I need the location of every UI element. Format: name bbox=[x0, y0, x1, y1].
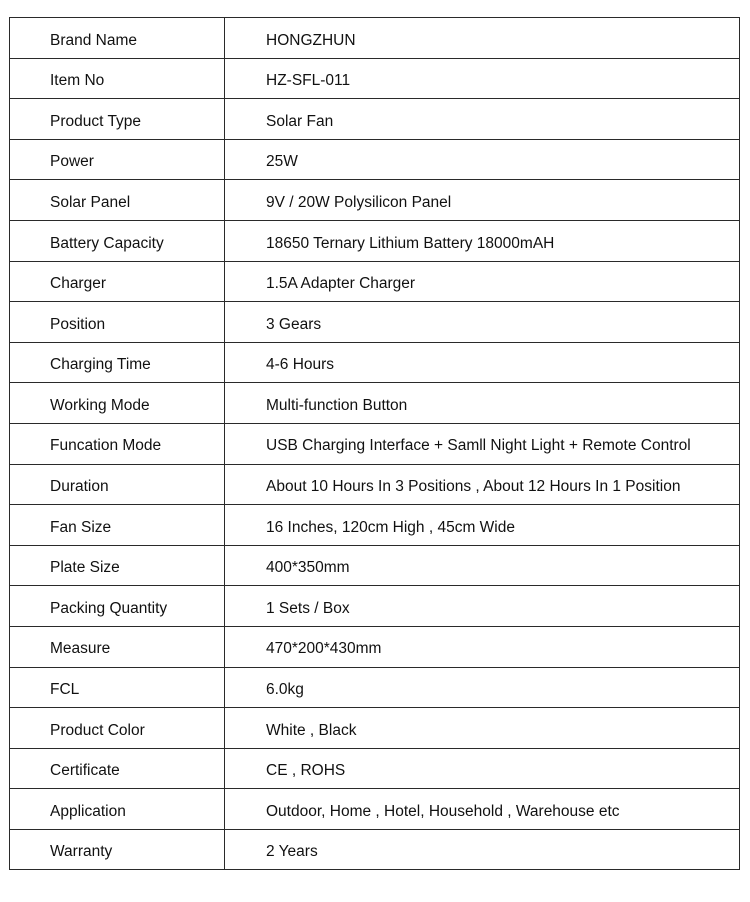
table-row-brand-name bbox=[10, 18, 740, 59]
spec-value: 2 Years bbox=[225, 829, 740, 870]
spec-label: Application bbox=[10, 789, 225, 830]
table-row-measure bbox=[10, 626, 740, 667]
spec-value: 6.0kg bbox=[225, 667, 740, 708]
spec-value: HZ-SFL-011 bbox=[225, 58, 740, 99]
table-row-item-no bbox=[10, 58, 740, 99]
spec-value: Solar Fan bbox=[225, 99, 740, 140]
spec-label: Certificate bbox=[10, 748, 225, 789]
spec-value: 4-6 Hours bbox=[225, 342, 740, 383]
table-row-certificate bbox=[10, 748, 740, 789]
table-row-funcation-mode bbox=[10, 423, 740, 464]
spec-label: Charger bbox=[10, 261, 225, 302]
spec-value: 470*200*430mm bbox=[225, 626, 740, 667]
table-row-warranty bbox=[10, 829, 740, 870]
spec-label: Warranty bbox=[10, 829, 225, 870]
spec-label: Fan Size bbox=[10, 505, 225, 546]
spec-label: Charging Time bbox=[10, 342, 225, 383]
spec-value: 3 Gears bbox=[225, 302, 740, 343]
spec-label: Packing Quantity bbox=[10, 586, 225, 627]
spec-value: HONGZHUN bbox=[225, 18, 740, 59]
spec-value: White , Black bbox=[225, 708, 740, 749]
spec-label: FCL bbox=[10, 667, 225, 708]
spec-label: Position bbox=[10, 302, 225, 343]
table-row-working-mode bbox=[10, 383, 740, 424]
table-row-charging-time bbox=[10, 342, 740, 383]
spec-label: Solar Panel bbox=[10, 180, 225, 221]
spec-label: Item No bbox=[10, 58, 225, 99]
spec-label: Measure bbox=[10, 626, 225, 667]
spec-value: 25W bbox=[225, 139, 740, 180]
spec-label: Product Type bbox=[10, 99, 225, 140]
table-row-power bbox=[10, 139, 740, 180]
spec-table-body bbox=[10, 18, 740, 870]
spec-value: 16 Inches, 120cm High , 45cm Wide bbox=[225, 505, 740, 546]
spec-label: Working Mode bbox=[10, 383, 225, 424]
product-spec-table bbox=[9, 17, 740, 870]
spec-value: 400*350mm bbox=[225, 545, 740, 586]
spec-value: USB Charging Interface + Samll Night Light + Remote Control bbox=[225, 423, 740, 464]
spec-value: 1 Sets / Box bbox=[225, 586, 740, 627]
spec-value: Multi-function Button bbox=[225, 383, 740, 424]
table-row-charger bbox=[10, 261, 740, 302]
table-row-fcl bbox=[10, 667, 740, 708]
table-row-plate-size bbox=[10, 545, 740, 586]
spec-label: Battery Capacity bbox=[10, 220, 225, 261]
spec-value: About 10 Hours In 3 Positions , About 12 Hours In 1 Position bbox=[225, 464, 740, 505]
spec-label: Duration bbox=[10, 464, 225, 505]
spec-value: 9V / 20W Polysilicon Panel bbox=[225, 180, 740, 221]
table-row-battery-capacity bbox=[10, 220, 740, 261]
table-row-product-type bbox=[10, 99, 740, 140]
table-row-fan-size bbox=[10, 505, 740, 546]
spec-value: 18650 Ternary Lithium Battery 18000mAH bbox=[225, 220, 740, 261]
table-row-packing-quantity bbox=[10, 586, 740, 627]
table-row-position bbox=[10, 302, 740, 343]
spec-label: Plate Size bbox=[10, 545, 225, 586]
spec-value: CE , ROHS bbox=[225, 748, 740, 789]
spec-value: 1.5A Adapter Charger bbox=[225, 261, 740, 302]
table-row-product-color bbox=[10, 708, 740, 749]
table-row-application bbox=[10, 789, 740, 830]
spec-label: Brand Name bbox=[10, 18, 225, 59]
spec-label: Funcation Mode bbox=[10, 423, 225, 464]
spec-value: Outdoor, Home , Hotel, Household , Warehouse etc bbox=[225, 789, 740, 830]
table-row-solar-panel bbox=[10, 180, 740, 221]
spec-label: Power bbox=[10, 139, 225, 180]
table-row-duration bbox=[10, 464, 740, 505]
spec-label: Product Color bbox=[10, 708, 225, 749]
